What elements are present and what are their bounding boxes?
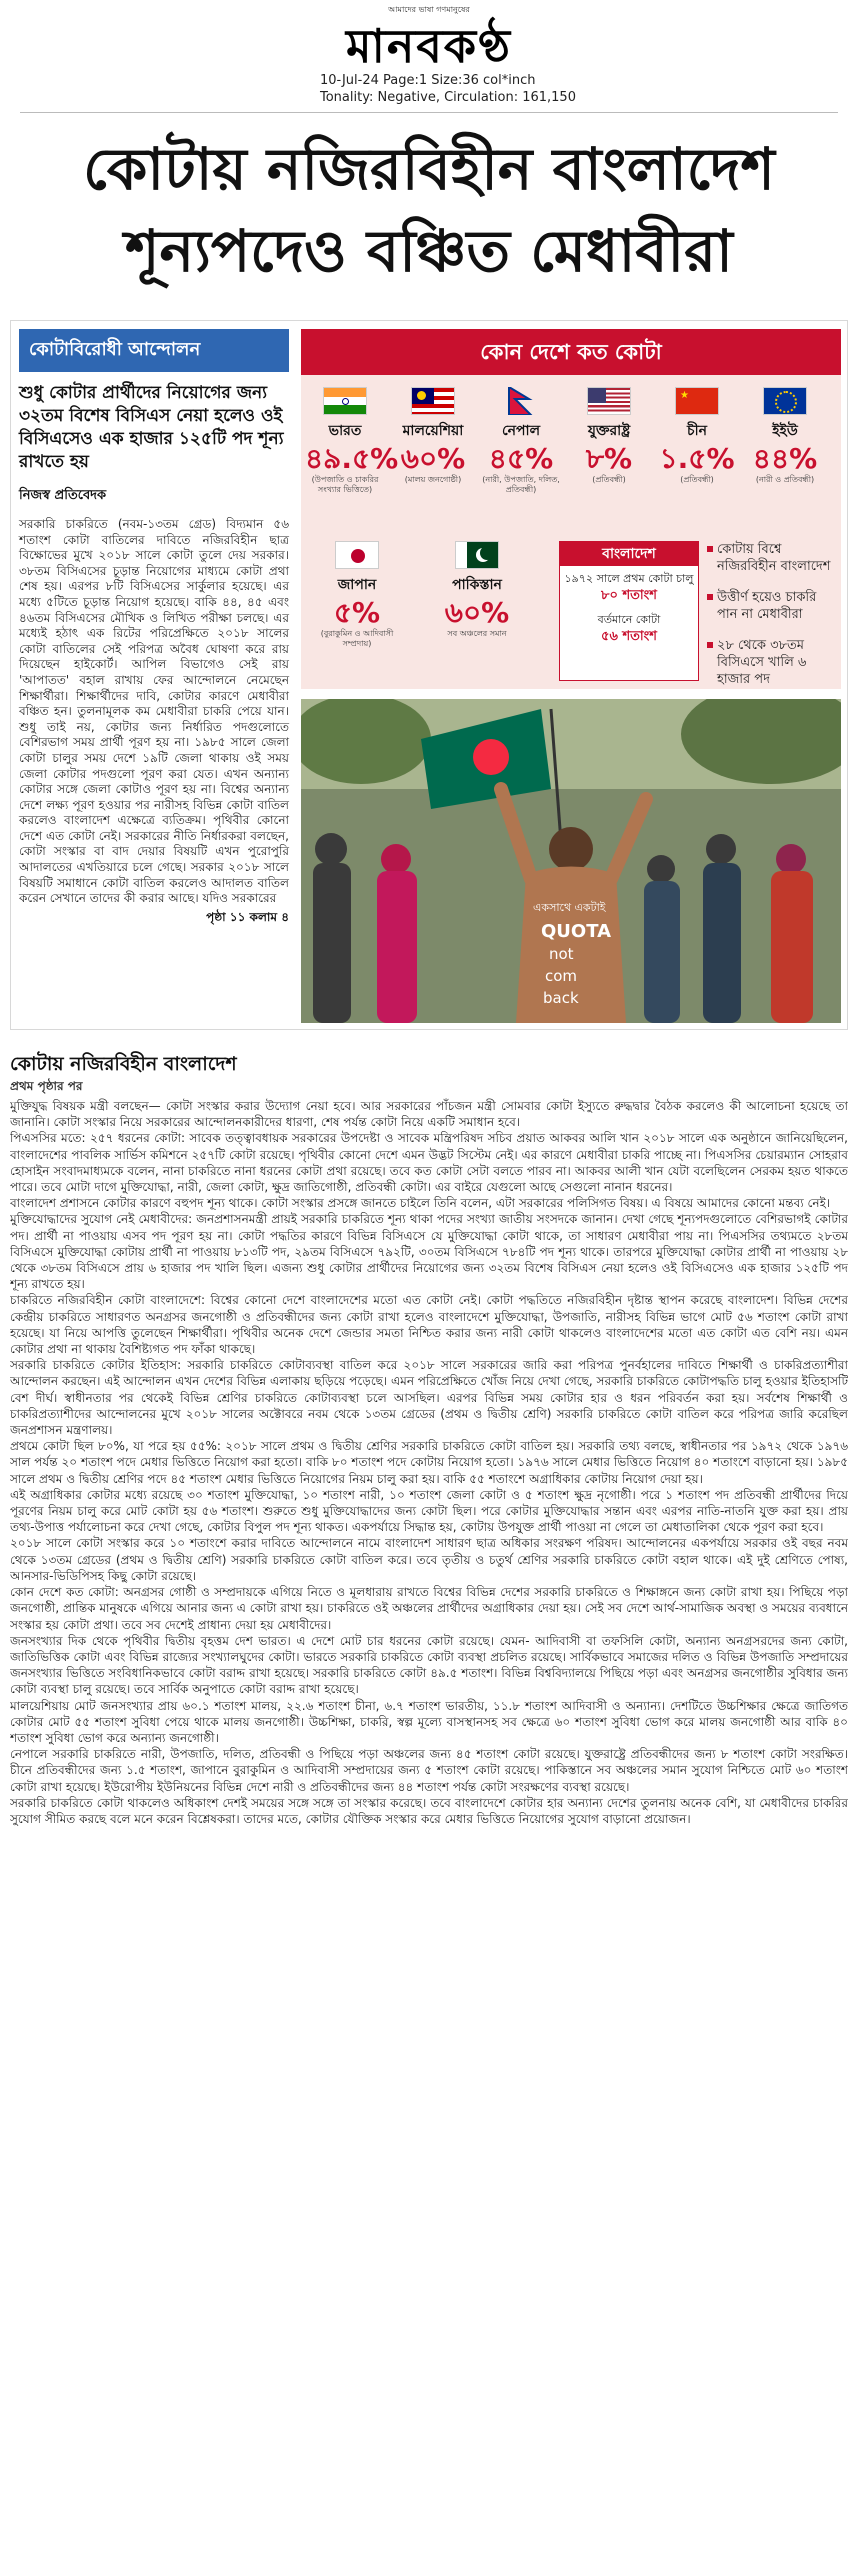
key-fact: কোটায় বিশ্বে নজিরবিহীন বাংলাদেশ: [707, 541, 837, 575]
continuation-paragraph: বাংলাদেশ প্রশাসনে কোটার কারণে বহুপদ শূন্য থাকে। কোটা সংস্কার প্রসঙ্গে জানতে চাইলে তিনি বলেন, এটা সরকারের পলিসিগত বিষয়। এ বিষয়ে আমাদের কোনো মন্তব্য নেই।: [10, 1196, 831, 1211]
key-facts: [707, 541, 837, 702]
country-name: ইইউ: [772, 423, 798, 439]
key-fact: উত্তীর্ণ হয়েও চাকরি পান না মেধাবীরা: [707, 589, 837, 623]
bangladesh-first-quota-pct: ৮০ শতাংশ: [601, 588, 657, 603]
protest-photo: [301, 699, 841, 1023]
protest-photo-illustration: [301, 699, 841, 1023]
continuation-body: [10, 1098, 848, 2553]
continuation-paragraph: কোন দেশে কত কোটা: অনগ্রসর গোষ্ঠী ও সম্প্রদায়কে এগিয়ে নিতে ও মূলধারায় রাখতে বিশ্বের বিভিন্ন দেশের সরকারি চাকরিতে ও শিক্ষাঙ্গনে জন্য কোটা রাখা হয়। পিছিয়ে পড়া জনগোষ্ঠী, প্রান্তিক মানুষকে এগিয়ে আনার জন্য এ কোটা রাখা হয়। চাকরিতে ওই অঞ্চলের প্রার্থীদের অগ্রাধিকার দেয়া হয়। সেই সব দেশে আর্থ-সামাজিক অবস্থা ও সময়ের ব্যবধানে সংস্কার হয় কোটা প্রথা। তবে সব দেশেই প্রাধান্য দেয়া হয় মেধাবীদের।: [10, 1585, 848, 1632]
country-quota-pct: ৬০%: [444, 596, 510, 629]
eu-flag-icon: [763, 387, 807, 415]
continuation-subtitle: প্রথম পৃষ্ঠার পর: [10, 1079, 83, 1093]
country-quota-pct: ১.৫%: [659, 442, 735, 475]
quota-infographic-title: কোন দেশে কত কোটা: [301, 329, 841, 375]
country-quota-pct: ৫%: [333, 596, 381, 629]
pakistan-flag-icon: [455, 541, 499, 569]
bangladesh-current-quota: বর্তমানে কোটা: [597, 613, 661, 626]
country-quota-note: (বুরাকুমিন ও আদিবাসী সম্প্রদায়): [320, 629, 394, 648]
protest-body-text: com: [545, 967, 578, 985]
country-quota-note: (নারী ও প্রতিবন্ধী): [755, 475, 815, 484]
nepal-flag-icon: [499, 387, 543, 415]
masthead-tagline: আমাদের ভাষা গণমানুষের: [388, 5, 470, 14]
japan-flag-icon: [335, 541, 379, 569]
quota-infographic: [301, 329, 841, 689]
clipping-tonality: Tonality: Negative, Circulation: 161,150: [320, 90, 576, 105]
bangladesh-title: বাংলাদেশ: [560, 542, 698, 566]
protest-body-text: QUOTA: [541, 921, 612, 942]
story-intro: শুধু কোটার প্রার্থীদের নিয়োগের জন্য ৩২তম বিশেষ বিসিএস নেয়া হলেও ওই বিসিএসেও এক হাজার ১২৫টি পদ শূন্য রাখতে হয়: [19, 383, 284, 472]
country-usa: [569, 387, 649, 485]
clipping-meta: [320, 72, 576, 106]
headline-line-1: কোটায় নজিরবিহীন বাংলাদেশ: [83, 135, 775, 203]
protest-body-text: back: [543, 989, 579, 1007]
continuation-paragraph: নেপালে সরকারি চাকরিতে নারী, উপজাতি, দলিত, প্রতিবন্ধী ও পিছিয়ে পড়া অঞ্চলের জন্য ৪৫ শতাংশ কোটা রয়েছে। যুক্তরাষ্ট্রে প্রতিবন্ধীদের জন্য ৮ শতাংশ কোটা সংরক্ষিত। চীনে প্রতিবন্ধীদের জন্য ১.৫ শতাংশ, জাপানে বুরাকুমিন ও আদিবাসী সম্প্রদায়ের জন্য ৫ শতাংশ কোটা রয়েছে। পাকিস্তানে সব অঞ্চলের সমান সুযোগ নিশ্চিতে মোট ৬০ শতাংশ কোটা রাখা হয়েছে। ইউরোপীয় ইউনিয়নের বিভিন্ন দেশে নারী ও প্রতিবন্ধীদের জন্য ৪৪ শতাংশ পর্যন্ত কোটা সংরক্ষণের ব্যবস্থা রয়েছে।: [10, 1747, 848, 1794]
country-quota-pct: ৪৫%: [488, 442, 554, 475]
story-body: সরকারি চাকরিতে (নবম-১৩তম গ্রেড) বিদ্যমান ৫৬ শতাংশ কোটা বাতিলের দাবিতে নজিরবিহীন ছাত্র বিক্ষোভের মুখে ২০১৮ সালে কোটা তুলে দেয় সরকার। ৩৮তম বিসিএসের চূড়ান্ত নিয়োগের মাধ্যমে কোটা প্রথা শেষ হয়। এরপর ৮টি বিসিএসের সার্কুলার হয়েছে। এর মধ্যে ৫টিতে চূড়ান্ত নিয়োগ হয়েছে। বাকি ৪৪, ৪৫ এবং ৪৬তম বিসিএসের মৌখিক ও লিখিত পরীক্ষা চলছে। এর মধ্যেই হঠাৎ এক রিটের পরিপ্রেক্ষিতে ২০১৮ সালের কোটা বাতিলের সেই পরিপত্র অবৈধ ঘোষণা করে রায় দিয়েছেন হাইকোর্ট। আপিল বিভাগেও সেই রায় 'আপাতত' বহাল রাখায় ফের আন্দোলনে নেমেছেন শিক্ষার্থীরা। শিক্ষার্থীদের দাবি, কোটার কারণে মেধাবীরা বঞ্চিত হন। তুলনামূলক কম মেধাবীরা চাকরি পেয়ে যান। শুধু তাই নয়, কোটার জন্য নির্ধারিত পদগুলোতে বেশিরভাগ সময় প্রার্থী পূরণ হয় না। ১৯৮৫ সালে জেলা কোটা চালুর সময় দেশে ১৯টি জেলা থাকায় ওই সময় জেলা কোটার পদগুলো পূরণ করা যেত। এখন অন্যান্য কোটার সঙ্গে জেলা কোটাও পূরণ হয় না। বিশ্বের অন্যান্য দেশে লক্ষ্য পূরণ হওয়ার পর নারীসহ বিভিন্ন কোটা বাতিল করলেও বাংলাদেশ এক্ষেত্রে ব্যতিক্রম। পৃথিবীর কোনো দেশে এত কোটা নেই। সরকারের নীতি নির্ধারকরা বলছেন, কোটা সংস্কার বা বাদ দেয়ার বিষয়টি এখন পুরোপুরি আদালতের এখতিয়ারে চলে গেছে। সরকার ২০১৮ সালে বিষয়টি সমাধানে কোটা বাতিল করলেও আদালত বাতিল করেন সেখানে তাদের কী করার আছে। যদিও সরকারের: [19, 517, 289, 906]
key-fact: ২৮ থেকে ৩৮তম বিসিএসে খালি ৬ হাজার পদ: [707, 637, 837, 688]
front-page-story: [10, 320, 848, 1030]
story-tag: কোটাবিরোধী আন্দোলন: [19, 329, 289, 372]
main-headline: [0, 128, 858, 292]
story-text-column: [19, 329, 289, 929]
country-japan: [317, 541, 397, 649]
country-quota-pct: ৪৯.৫%: [305, 442, 399, 475]
masthead: [0, 0, 858, 122]
country-china: [657, 387, 737, 485]
headline-line-2: শূন্যপদেও বঞ্চিত মেধাবীরা: [125, 217, 733, 285]
country-name: যুক্তরাষ্ট্র: [587, 423, 631, 439]
continuation-title: কোটায় নজিরবিহীন বাংলাদেশ: [10, 1053, 237, 1075]
country-name: নেপাল: [501, 423, 541, 439]
country-quota-pct: ৪৪%: [752, 442, 818, 475]
newspaper-logo: মানবকণ্ঠ: [345, 19, 512, 73]
bangladesh-first-quota: ১৯৭২ সালে প্রথম কোটা চালু: [564, 572, 694, 585]
country-quota-note: (নারী, উপজাতি, দলিত, প্রতিবন্ধী): [482, 475, 560, 494]
malaysia-flag-icon: [411, 387, 455, 415]
continuation-paragraph: প্রথমে কোটা ছিল ৮০%, যা পরে হয় ৫৫%: ২০১৮ সালে প্রথম ও দ্বিতীয় শ্রেণির সরকারি চাকরিতে কোটা বাতিল হয়। সরকারি তথ্য বলছে, স্বাধীনতার পর ১৯৭২ থেকে ১৯৭৬ সাল পর্যন্ত ২০ শতাংশ পদে মেধার ভিত্তিতে নিয়োগ করা হতো। বাকি ৮০ শতাংশ পদে কোটায় নিয়োগ হতো। ১৯৭৬ সালে মেধার ভিত্তিতে নিয়োগ ৪০ শতাংশে বাড়ানো হয়। ১৯৮৫ সালে প্রথম ও দ্বিতীয় শ্রেণির পদে ৪৫ শতাংশ মেধার ভিত্তিতে নিয়োগের নিয়ম চালু করা হয়। বাকি ৫৫ শতাংশে অগ্রাধিকার কোটায় নিয়োগ দেয়া হয়।: [10, 1439, 848, 1486]
continuation-paragraph: সরকারি চাকরিতে কোটা থাকলেও অধিকাংশ দেশই সময়ের সঙ্গে সঙ্গে তা সংস্কার করেছে। তবে বাংলাদেশে কোটার হার অন্যান্য দেশের তুলনায় অনেক বেশি, যা মেধাবীদের চাকরির সুযোগ সীমিত করছে বলে মনে করেন বিশ্লেষকরা। তাদের মতে, কোটার যৌক্তিক সংস্কার করে মেধার ভিত্তিতে নিয়োগের সুযোগ বাড়ানো প্রয়োজন।: [10, 1795, 848, 1826]
country-quota-note: (প্রতিবন্ধী): [592, 475, 626, 484]
china-flag-icon: ★: [675, 387, 719, 415]
country-name: ভারত: [328, 423, 362, 439]
india-flag-icon: [323, 387, 367, 415]
continuation-paragraph: সরকারি চাকরিতে কোটার ইতিহাস: সরকারি চাকরিতে কোটাব্যবস্থা বাতিল করে ২০১৮ সালে সরকারের জারি করা পরিপত্র পুনর্বহালের দাবিতে শিক্ষার্থী ও চাকরিপ্রত্যাশীরা আন্দোলন করছেন। এই আন্দোলন এখন দেশের বিভিন্ন এলাকায় ছড়িয়ে পড়েছে। এমন পরিপ্রেক্ষিতে খোঁজ নিয়ে দেখা গেছে, সরকারি চাকরিতে কোটাপদ্ধতি চালু হওয়ার ইতিহাসটি বেশ দীর্ঘ। স্বাধীনতার পর থেকেই বিভিন্ন শ্রেণির চাকরিতে কোটাব্যবস্থা চলে আসছিল। এরপর বিভিন্ন সময় কোটার হার ও ধরন পরিবর্তন করা হয়। সর্বশেষ শিক্ষার্থী ও চাকরিপ্রত্যাশীদের আন্দোলনের মুখে ২০১৮ সালের অক্টোবরে নবম থেকে ১৩তম গ্রেডের (প্রথম ও দ্বিতীয় শ্রেণি) সরকারি চাকরিতে কোটা বাতিল করে পরিপত্র জারি করেছিল জনপ্রশাসন মন্ত্রণালয়।: [10, 1358, 848, 1438]
continuation-paragraph: ২০১৮ সালে কোটা সংস্কার করে ১০ শতাংশে করার দাবিতে আন্দোলনে নামে বাংলাদেশ সাধারণ ছাত্র অধিকার সংরক্ষণ পরিষদ। আন্দোলনের একপর্যায়ে সরকার ওই বছর নবম থেকে ১৩তম গ্রেডের (প্রথম ও দ্বিতীয় শ্রেণি) সরকারি চাকরিতে কোটা বাতিল করে। তবে তৃতীয় ও চতুর্থ শ্রেণির সরকারি চাকরিতে কোটা বহাল থাকে। এই দুই শ্রেণিতে পোষ্য, আনসার-ভিডিপিসহ কিছু কোটা রয়েছে।: [10, 1536, 848, 1583]
country-name: চীন: [687, 423, 707, 439]
continuation-paragraph: মালয়েশিয়ায় মোট জনসংখ্যার প্রায় ৬০.১ শতাংশ মালয়, ২২.৬ শতাংশ চীনা, ৬.৭ শতাংশ ভারতীয়, ১১.৮ শতাংশ আদিবাসী ও অন্যান্য। দেশটিতে উচ্চশিক্ষার ক্ষেত্রে জাতিগত কোটার মোট ৫৫ শতাংশ সুবিধা পেয়ে থাকে মালয় জনগোষ্ঠী। উচ্চশিক্ষা, চাকরি, স্বল্প মূল্যে বাসস্থানসহ সব ক্ষেত্রে ৬০ শতাংশ সুবিধা ভোগ করে মালয় জনগোষ্ঠী আর বাকি ৪০ শতাংশ সুবিধা ভোগ করে অন্যান্য জনগোষ্ঠী।: [10, 1698, 848, 1745]
country-name: জাপান: [337, 577, 377, 593]
country-india: [305, 387, 399, 495]
country-nepal: [481, 387, 561, 495]
continuation-paragraph: এই অগ্রাধিকার কোটার মধ্যে রয়েছে ৩০ শতাংশ মুক্তিযোদ্ধা, ১০ শতাংশ নারী, ১০ শতাংশ জেলা কোটা ও ৫ শতাংশ ক্ষুদ্র নৃগোষ্ঠী। পরে ১ শতাংশ পদ প্রতিবন্ধী প্রার্থীদের দিয়ে পূরণের নিয়ম চালু করে মোট কোটা হয় ৫৬ শতাংশ। শুরুতে শুধু মুক্তিযোদ্ধাদের জন্য কোটা ছিল। পরে কোটার মুক্তিযোদ্ধার সন্তান এবং এরপর নাতি-নাতনি যুক্ত করা হয়। প্রায় তথ্য-উপাত্ত পর্যালোচনা করে দেখা গেছে, কোটার বিপুল পদ শূন্য থাকত। একপর্যায়ে সিদ্ধান্ত হয়, কোটায় উপযুক্ত প্রার্থী পাওয়া না গেলে তা মেধাতালিকা থেকে পূরণ করা হবে।: [10, 1487, 848, 1535]
continued-reference: পৃষ্ঠা ১১ কলাম ৪: [206, 909, 289, 924]
country-quota-note: (প্রতিবন্ধী): [680, 475, 714, 484]
protest-body-text: একসাথে একটাই: [533, 901, 606, 914]
country-pakistan: [437, 541, 517, 639]
country-quota-note: (মালয় জনগোষ্ঠী): [404, 475, 462, 484]
protest-body-text: not: [549, 945, 574, 963]
story-byline: নিজস্ব প্রতিবেদক: [19, 488, 107, 503]
country-quota-pct: ৬০%: [400, 442, 466, 475]
country-malaysia: [393, 387, 473, 485]
continuation-paragraph: জনসংখ্যার দিক থেকে পৃথিবীর দ্বিতীয় বৃহত্তম দেশ ভারত। এ দেশে মোট চার ধরনের কোটা রয়েছে। যেমন- আদিবাসী বা তফসিলি কোটা, অন্যান্য অনগ্রসরদের জন্য কোটা, জাতিভিত্তিক কোটা এবং বিভিন্ন রাজ্যের সংখ্যালঘুদের কোটা। ভারতে সরকারি চাকরিতে কোটা ব্যবস্থা প্রচলিত রয়েছে। সার্বিকভাবে সমাজের দলিত ও বিভিন্ন উপজাতি সম্প্রদায়ের জনসংখ্যার ভিত্তিতে সংবিধানিকভাবে কোটা বরাদ্দ রাখা হয়েছে। সরকারি চাকরিতে কোটা ৪৯.৫ শতাংশ। বিভিন্ন বিশ্ববিদ্যালয়ে পিছিয়ে পড়া এবং অনগ্রসর জনগোষ্ঠীর সুবিধার জন্য কোটা ব্যবস্থা চালু রয়েছে। তবে সার্বিক অনুপাতে কোটা বরাদ্দ রাখা হয়েছে।: [10, 1633, 848, 1697]
infographic-column: [301, 329, 841, 1023]
continuation-paragraph: চাকরিতে নজিরবিহীন কোটা বাংলাদেশে: বিশ্বের কোনো দেশে বাংলাদেশের মতো এত কোটা নেই। কোটা পদ্ধতিতে নজিরবিহীন দৃষ্টান্ত স্থাপন করেছে বাংলাদেশ। বিভিন্ন দেশের কেন্দ্রীয় চাকরিতে সাধারণত অনগ্রসর জনগোষ্ঠী ও প্রতিবন্ধীদের জন্য কোটা রাখা হলেও বাংলাদেশে মুক্তিযোদ্ধা, উপজাতি, নারীসহ বিভিন্ন ভাগে মোট ৫৬ শতাংশ কোটা রাখা হয়েছে। যা নিয়ে আপত্তি তুলেছেন শিক্ষার্থীরা। পৃথিবীর অনেক দেশে জেন্ডার সমতা নিশ্চিত করার জন্য নারী কোটা থাকলেও বাংলাদেশের মতো এত কোটা এত বেশি নয়। এমন কোটার প্রথা না থাকায় বৈশিষ্ট্যগত পদ ফাঁকা থাকছে।: [10, 1293, 848, 1357]
country-quota-note: (উপজাতি ও চাকরির সংখ্যার ভিত্তিতে): [311, 475, 379, 494]
country-eu: [745, 387, 825, 485]
continuation-paragraph: পিএসসির মতে: ২৫৭ ধরনের কোটা: সাবেক তত্ত্বাবধায়ক সরকারের উপদেষ্টা ও সাবেক মন্ত্রিপরিষদ সচিব প্রয়াত আকবর আলি খান ২০১৮ সালে এক অনুষ্ঠানে জানিয়েছিলেন, বাংলাদেশের পাবলিক সার্ভিস কমিশনে ২৫৭টি কোটা রয়েছে। পৃথিবীর কোনো দেশে এমন উদ্ভট সিস্টেম নেই। এর কারণে মেধাবীরা চাকরি পাচ্ছে না। পিএসসির চেয়ারম্যান সোহরাব হোসাইন সংবাদমাধ্যমকে বলেন, নানা চাকরিতে নানা ধরনের কোটা প্রথা রয়েছে। তবে কত কোটা সেটা বলতে পারব না। আকবর আলী খান যেটা বলেছিলেন সেরকম হয়ত থাকতে পারে। তবে মোটা দাগে মুক্তিযোদ্ধা, নারী, জেলা কোটা, ক্ষুদ্র জাতিগোষ্ঠী, প্রতিবন্ধী কোটা। এর বাইরে যেগুলো আছে সেগুলো নানান ধরনের।: [10, 1131, 848, 1195]
country-quota-note: সব অঞ্চলের সমান: [447, 629, 507, 638]
country-name: মালয়েশিয়া: [402, 423, 464, 439]
continuation-paragraph: মুক্তিযোদ্ধাদের সুযোগ নেই মেধাবীদের: জনপ্রশাসনমন্ত্রী প্রায়ই সরকারি চাকরিতে শূন্য থাকা পদের সংখ্যা জাতীয় সংসদকে জানান। দেখা গেছে শূন্যপদগুলোতে বেশিরভাগই কোটার পদ। প্রার্থী না পাওয়ায় এসব পদ পূরণ হয় না। কোটা পদ্ধতির কারণে বিভিন্ন বিসিএসে যে মুক্তিযোদ্ধা কোটা থাকে, তা সাধারণ মেধাবীরা পায় না। পিএসসির তথ্যমতে ২৮তম বিসিএসে মুক্তিযোদ্ধা কোটায় প্রার্থী না পাওয়ায় ৮১৩টি পদ, ২৯তম বিসিএসে ৭৯২টি, ৩০তম বিসিএসে ৭৮৪টি পদ শূন্য থাকে। তারপরে মুক্তিযোদ্ধা কোটার প্রার্থী না পাওয়ায় ২৮ থেকে ৩৮তম বিসিএসে প্রায় ৬ হাজার পদ খালি ছিল। এজন্য শুধু কোটার প্রার্থীদের নিয়োগের জন্য ৩২তম বিশেষ বিসিএস নেয়া হলেও ওই বিসিএসেও এক হাজার ১২৫টি পদ শূন্য রাখতে হয়।: [10, 1212, 848, 1292]
continuation-paragraph: মুক্তিযুদ্ধ বিষয়ক মন্ত্রী বলছেন— কোটা সংস্কার করার উদ্যোগ নেয়া হবে। আর সরকারের পাঁচজন মন্ত্রী সোমবার কোটা ইস্যুতে রুদ্ধদ্বার বৈঠক করলেও কী আলোচনা হয়েছে তা জানানি। কোটা সংস্কার নিয়ে সরকারের আন্দোলনকারীদের ধারণা, শেষ পর্যন্ত কোটা নিয়ে একটি সমাধান হবে।: [10, 1099, 848, 1130]
clipping-date-size: 10-Jul-24 Page:1 Size:36 col*inch: [320, 73, 536, 88]
bangladesh-current-quota-pct: ৫৬ শতাংশ: [601, 629, 657, 644]
usa-flag-icon: [587, 387, 631, 415]
country-name: পাকিস্তান: [452, 577, 502, 593]
country-quota-pct: ৮%: [585, 442, 633, 475]
masthead-divider: [20, 112, 838, 113]
bangladesh-quota-box: [559, 541, 699, 681]
